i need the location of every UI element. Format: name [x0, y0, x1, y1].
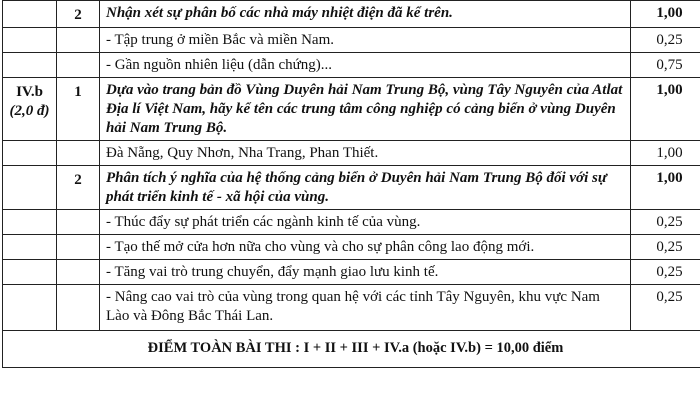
table-row	[3, 260, 700, 285]
question-number	[57, 260, 100, 285]
table-row	[3, 141, 700, 166]
section-cell	[3, 166, 57, 210]
section-cell	[3, 28, 57, 53]
section-cell	[3, 260, 57, 285]
answer-text: - Tạo thế mở cửa hơn nữa cho vùng và cho sự phân công lao động mới.	[100, 235, 631, 260]
table-row	[3, 78, 700, 141]
section-label	[3, 78, 57, 141]
section-cell	[3, 1, 57, 28]
answer-text: - Thúc đẩy sự phát triển các ngành kinh tế của vùng.	[100, 210, 631, 235]
score-cell: 0,25	[631, 235, 700, 260]
score-cell: 0,25	[631, 210, 700, 235]
total-row	[3, 331, 700, 368]
scoring-rubric-table	[2, 0, 700, 368]
section-code: IV.b	[16, 84, 43, 100]
question-text: Dựa vào trang bản đồ Vùng Duyên hải Nam Trung Bộ, vùng Tây Nguyên của Atlat Địa lí Việt Nam, hãy kể tên các trung tâm công nghiệp có cảng biển ở vùng Duyên hải Nam Trung Bộ.	[100, 78, 631, 141]
score-cell: 0,25	[631, 260, 700, 285]
question-number	[57, 53, 100, 78]
table-row	[3, 285, 700, 331]
table-row	[3, 28, 700, 53]
section-cell	[3, 141, 57, 166]
score-cell: 1,00	[631, 1, 700, 28]
answer-text: - Gần nguồn nhiên liệu (dẫn chứng)...	[100, 53, 631, 78]
question-number	[57, 28, 100, 53]
section-cell	[3, 235, 57, 260]
table-row	[3, 1, 700, 28]
score-cell: 0,75	[631, 53, 700, 78]
section-cell	[3, 53, 57, 78]
score-cell: 0,25	[631, 28, 700, 53]
question-number	[57, 285, 100, 331]
table-row	[3, 210, 700, 235]
answer-text: - Nâng cao vai trò của vùng trong quan hệ với các tỉnh Tây Nguyên, khu vực Nam Lào và Đông Bắc Thái Lan.	[100, 285, 631, 331]
score-cell: 1,00	[631, 78, 700, 141]
question-text: Phân tích ý nghĩa của hệ thống cảng biển ở Duyên hải Nam Trung Bộ đối với sự phát triển kinh tế - xã hội của vùng.	[100, 166, 631, 210]
section-points: (2,0 đ)	[9, 103, 50, 119]
question-number: 2	[57, 1, 100, 28]
score-cell: 1,00	[631, 166, 700, 210]
total-score-text: ĐIỂM TOÀN BÀI THI : I + II + III + IV.a (hoặc IV.b) = 10,00 điểm	[3, 331, 700, 368]
table-row	[3, 53, 700, 78]
answer-text: Đà Nẵng, Quy Nhơn, Nha Trang, Phan Thiết.	[100, 141, 631, 166]
section-cell	[3, 210, 57, 235]
question-number: 2	[57, 166, 100, 210]
answer-text: - Tăng vai trò trung chuyển, đẩy mạnh giao lưu kinh tế.	[100, 260, 631, 285]
question-number: 1	[57, 78, 100, 141]
score-cell: 1,00	[631, 141, 700, 166]
score-cell: 0,25	[631, 285, 700, 331]
answer-text: - Tập trung ở miền Bắc và miền Nam.	[100, 28, 631, 53]
question-text: Nhận xét sự phân bố các nhà máy nhiệt điện đã kể trên.	[100, 1, 631, 28]
table-row	[3, 166, 700, 210]
question-number	[57, 210, 100, 235]
table-row	[3, 235, 700, 260]
question-number	[57, 141, 100, 166]
section-cell	[3, 285, 57, 331]
question-number	[57, 235, 100, 260]
